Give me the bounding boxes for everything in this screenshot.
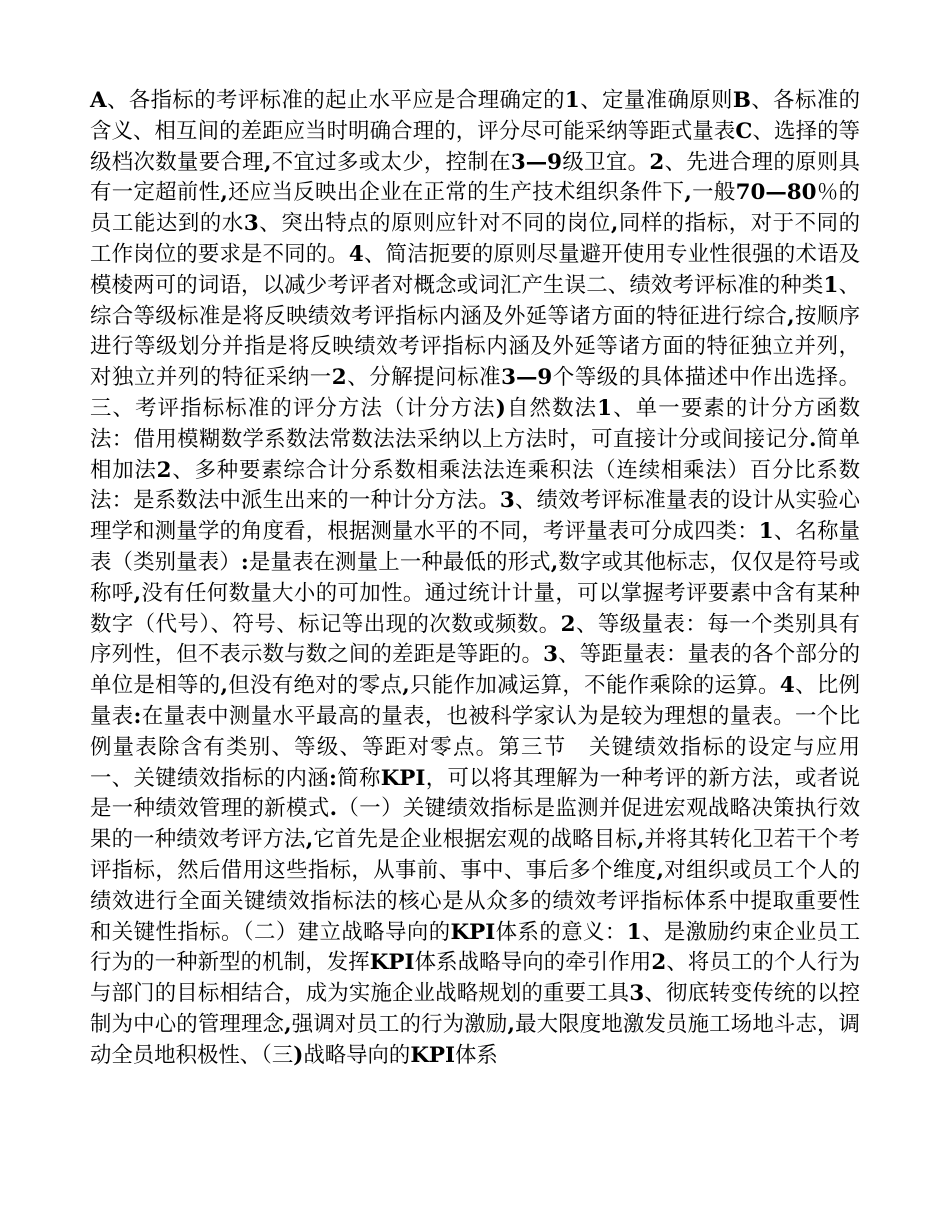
text-segment: 、综合等级标准是将反映绩效考评指标内涵及外延等诸方面的特征进行综合: [90, 272, 860, 329]
bold-text-segment: ,: [610, 211, 619, 237]
bold-text-segment: 3: [629, 981, 645, 1007]
bold-text-segment: KPI: [369, 950, 415, 976]
bold-text-segment: A: [90, 88, 107, 113]
bold-text-segment: KPI: [380, 765, 426, 791]
bold-text-segment: 2: [331, 365, 347, 391]
bold-text-segment: 1: [823, 272, 839, 298]
text-segment: 并将其转化卫若干个考评指标，然后借用这些指标，从事前、事中、事后多个维度: [90, 827, 860, 883]
text-segment: 、单一要素的计分方函数法：借用模糊数学系数法常数法法采纳以上方法时，可直接计分或间接记分: [90, 395, 860, 452]
text-segment: 是量表在测量上一种最低的形式: [248, 549, 551, 575]
text-segment: 战略导向的: [303, 1042, 411, 1068]
text-segment: 简单相加法: [90, 426, 860, 483]
body-paragraph: [90, 86, 860, 1072]
bold-text-segment: KPI: [450, 919, 496, 945]
bold-text-segment: 3: [243, 211, 259, 237]
bold-text-segment: ,: [550, 549, 559, 575]
bold-text-segment: ): [293, 1042, 304, 1068]
bold-text-segment: 3: [499, 488, 515, 514]
text-segment: 按顺序进行等级划分并指是将反映绩效考评指标内涵及外延等诸方面的特征独立并列，对独立并列的特征采纳一: [90, 303, 860, 391]
text-segment: 、是激励约束企业员工行为的一种新型的机制，发挥: [90, 919, 860, 976]
text-segment: 级卫宜。: [562, 149, 650, 175]
text-segment: 、选择的等级档次数量要合理: [90, 118, 860, 175]
text-segment: 、名称量表（类别量表）: [90, 519, 860, 575]
bold-text-segment: 4: [348, 241, 364, 267]
bold-text-segment: 3—9: [501, 365, 553, 391]
bold-text-segment: ,: [263, 149, 272, 175]
text-segment: 强调对员工的行为激励: [291, 1011, 508, 1037]
text-segment: 、各标准的含义、相互间的差距应当时明确合理的，评分尽可能采纳等距式量表: [90, 88, 860, 144]
text-segment: 、将员工的个人行为与部门的目标相结合，成为实施企业战略规划的重要工具: [90, 950, 860, 1007]
bold-text-segment: :: [329, 765, 337, 791]
bold-text-segment: :: [133, 703, 142, 729]
bold-text-segment: ,: [133, 580, 142, 606]
text-segment: 个等级的具体描述中作出选择。三、考评指标标准的评分方法（计分方法: [90, 365, 860, 421]
bold-text-segment: 70—80: [735, 180, 817, 206]
bold-text-segment: 3: [543, 642, 558, 668]
bold-text-segment: 2: [649, 149, 665, 175]
text-segment: 、各指标的考评标准的起止水平应是合理确定的: [106, 88, 565, 113]
bold-text-segment: 1: [626, 919, 642, 945]
bold-text-segment: B: [732, 88, 751, 113]
text-segment: 、绩效考评标准量表的设计从实验心理学和测量学的角度看，根据测量水平的不同，考评量表可分成四类：: [90, 488, 860, 545]
text-segment: 、等距量表：量表的各个部分的单位是相等的: [90, 642, 860, 699]
text-segment: （一）关键绩效指标是监测并促进宏观战略决策执行效果的一种绩效考评方法: [90, 796, 860, 853]
bold-text-segment: ,: [507, 1011, 515, 1037]
text-segment: 体系的意义：: [495, 919, 627, 945]
bold-text-segment: C: [735, 118, 753, 144]
bold-text-segment: ,: [684, 180, 692, 206]
bold-text-segment: 4: [779, 673, 795, 699]
text-segment: 没有任何数量大小的可加性。通过统计计量，可以掌握考评要素中含有某种数字（代号）、符号、标记等出现的次数或频数。: [90, 580, 860, 637]
text-segment: 、多种要素综合计分系数相乘法法连乘积法（连续相乘法）百分比系数法：是系数法中派生出来的一种计分方法。: [90, 457, 860, 514]
text-segment: 、彻底转变传统的以控制为中心的管理理念: [90, 981, 860, 1037]
text-segment: 一般: [691, 180, 736, 206]
text-segment: 只能作加减运算，不能作乘除的运算。: [409, 673, 780, 699]
text-segment: 、先进合理的原则具有一定超前性: [90, 149, 860, 206]
text-segment: 在量表中测量水平最高的量表，也被科学家认为是较为理想的量表。一个比例量表除含有类别、等级、等距对零点。第三节 关键绩效指标的设定与应用一、关键绩效指标的内涵: [90, 703, 860, 791]
text-segment: 、比例量表: [90, 673, 860, 729]
bold-text-segment: ,: [787, 303, 795, 329]
text-segment: ％的员工能达到的水: [90, 180, 860, 237]
text-segment: 数字或其他标志，仅仅是符号或称呼: [90, 549, 860, 606]
text-segment: 自然数法: [505, 395, 598, 421]
bold-text-segment: 1: [758, 519, 774, 545]
text-segment: 同样的指标，对于不同的工作岗位的要求是不同的。: [90, 211, 860, 267]
bold-text-segment: KPI: [410, 1042, 455, 1068]
bold-text-segment: 2: [651, 950, 667, 976]
text-segment: 、等级量表：每一个类别具有序列性，但不表示数与数之间的差距是等距的。: [90, 611, 860, 668]
text-segment: ，可以将其理解为一种考评的新方法，或者说是一种绩效管理的新模式: [90, 765, 860, 822]
bold-text-segment: .: [808, 426, 817, 452]
bold-text-segment: ,: [305, 827, 314, 853]
bold-text-segment: ,: [284, 1011, 292, 1037]
text-segment: 、定量准确原则: [579, 88, 733, 113]
text-segment: 、简洁扼要的原则尽量避开使用专业性很强的术语及模棱两可的词语，以减少考评者对概念或词汇产生误二、绩效考评标准的种类: [90, 241, 860, 298]
bold-text-segment: ): [495, 395, 506, 421]
bold-text-segment: ,: [220, 673, 228, 699]
text-segment: 体系: [455, 1042, 498, 1068]
text-segment: 、突出特点的原则应针对不同的岗位: [258, 211, 611, 237]
bold-text-segment: :: [240, 549, 249, 575]
bold-text-segment: ,: [402, 673, 410, 699]
bold-text-segment: ,: [220, 180, 228, 206]
bold-text-segment: .: [329, 796, 338, 822]
bold-text-segment: 1: [597, 395, 613, 421]
bold-text-segment: ,: [656, 857, 664, 883]
text-segment: 、分解提问标准: [346, 365, 502, 391]
document-page: [90, 86, 860, 1072]
text-segment: 对组织或员工个人的绩效进行全面关键绩效指标法的核心是从众多的绩效考评指标体系中提取重要性和关键性指标。（二）建立战略导向的: [90, 857, 860, 945]
text-segment: 不宜过多或太少，控制在: [271, 149, 511, 175]
bold-text-segment: 3—9: [510, 149, 563, 175]
text-segment: 但没有绝对的零点: [227, 673, 403, 699]
text-segment: 体系战略导向的牵引作用: [414, 950, 652, 976]
text-segment: 它首先是企业根据宏观的战略目标: [313, 827, 637, 853]
text-segment: 还应当反映出企业在正常的生产技术组织条件下: [227, 180, 685, 206]
bold-text-segment: ,: [636, 827, 645, 853]
bold-text-segment: 2: [560, 611, 576, 637]
text-segment: 简称: [336, 765, 381, 791]
bold-text-segment: 2: [156, 457, 172, 483]
bold-text-segment: 1: [564, 88, 580, 113]
text-segment: 最大限度地激发员施工场地斗志，调动全员地积极性、（三: [90, 1011, 860, 1068]
